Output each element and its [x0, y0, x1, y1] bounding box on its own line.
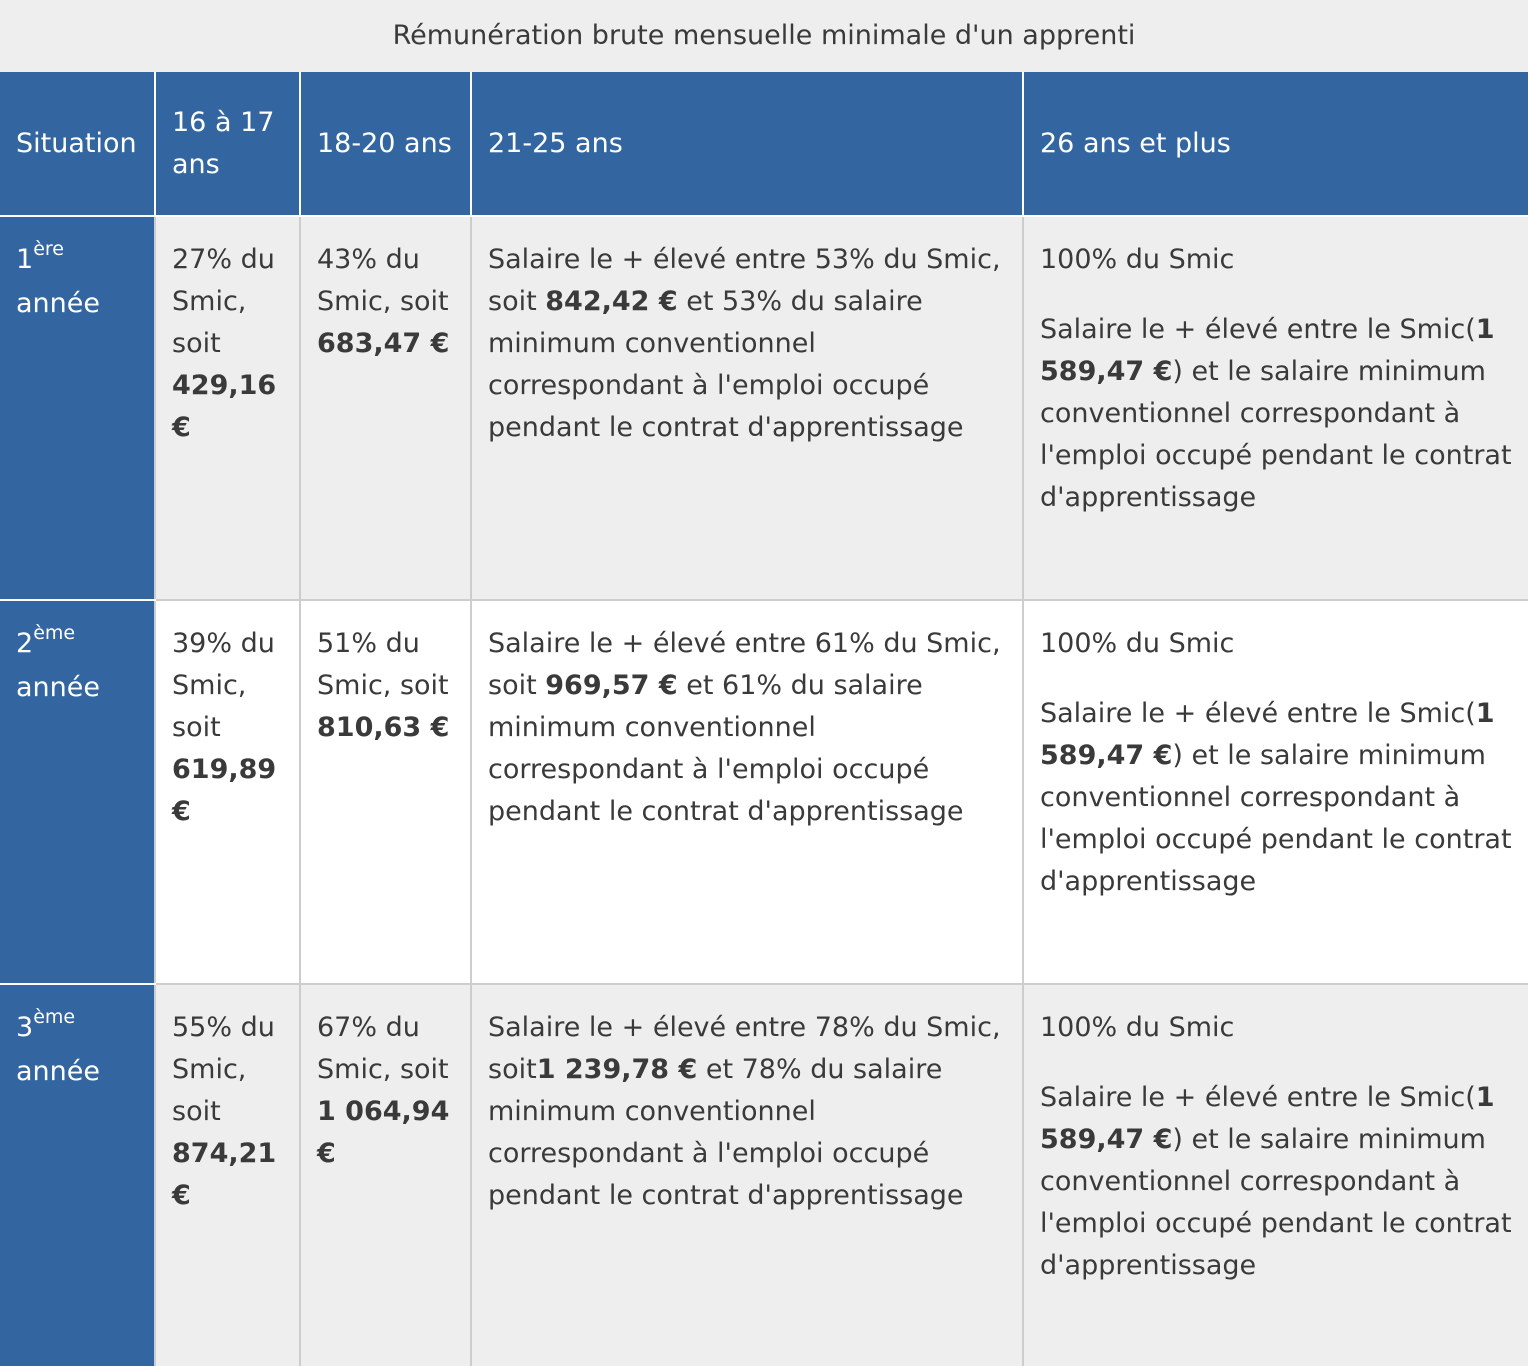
situation-cell: [0, 600, 155, 984]
situation-suffix: ème: [33, 1006, 76, 1028]
rate-line: 100% du Smic: [1040, 628, 1235, 659]
amount-value: 1 239,78 €: [536, 1054, 698, 1085]
situation-suffix: ère: [33, 238, 64, 260]
amount-value: 683,47 €: [317, 328, 450, 359]
amount-value: 969,57 €: [545, 670, 678, 701]
cell-age-16-17: [155, 984, 300, 1366]
rule-paragraph: [488, 239, 1010, 449]
situation-word: année: [16, 1056, 100, 1087]
header-age-26-plus: 26 ans et plus: [1023, 72, 1528, 216]
rule-paragraph: [1040, 309, 1516, 519]
amount-value: 619,89 €: [172, 754, 277, 827]
cell-age-18-20: [300, 984, 471, 1366]
rule-text-end: et 53% du salaire minimum conventionnel correspondant à l'emploi occupé pendant le contrat d'apprentissage: [488, 286, 964, 443]
rule-text-start: Salaire le + élevé entre le Smic(: [1040, 698, 1476, 729]
salary-table: [0, 72, 1528, 1366]
rule-paragraph: [1040, 693, 1516, 903]
amount-value: 810,63 €: [317, 712, 450, 743]
amount-value: 1 589,47 €: [1040, 698, 1495, 771]
amount-value: 874,21 €: [172, 1138, 277, 1211]
situation-cell: [0, 216, 155, 600]
rule-text-start: Salaire le + élevé entre 61% du Smic, soit: [488, 628, 1001, 701]
rule-text-end: et 78% du salaire minimum conventionnel correspondant à l'emploi occupé pendant le contrat d'apprentissage: [488, 1054, 964, 1211]
cell-age-26-plus: [1023, 216, 1528, 600]
rule-text-end: ) et le salaire minimum conventionnel correspondant à l'emploi occupé pendant le contrat d'apprentissage: [1040, 356, 1512, 513]
cell-age-18-20: [300, 600, 471, 984]
situation-number: 2: [16, 628, 34, 659]
amount-value: 429,16 €: [172, 370, 277, 443]
rule-text-start: Salaire le + élevé entre le Smic(: [1040, 1082, 1476, 1113]
table-row-year-2: [0, 600, 1528, 984]
cell-age-26-plus: [1023, 600, 1528, 984]
rate-line: 100% du Smic: [1040, 244, 1235, 275]
amount-value: 842,42 €: [545, 286, 678, 317]
table-row-year-3: [0, 984, 1528, 1366]
table-body: [0, 216, 1528, 1366]
situation-word: année: [16, 288, 100, 319]
situation-number: 1: [16, 244, 34, 275]
cell-age-16-17: [155, 600, 300, 984]
rate-text: 51% du Smic, soit: [317, 628, 449, 701]
table-caption: Rémunération brute mensuelle minimale d'un apprenti: [0, 0, 1528, 72]
situation-number: 3: [16, 1012, 34, 1043]
rule-text-end: et 61% du salaire minimum conventionnel correspondant à l'emploi occupé pendant le contrat d'apprentissage: [488, 670, 964, 827]
rule-paragraph: [1040, 1077, 1516, 1287]
table-row-year-1: [0, 216, 1528, 600]
cell-age-21-25: [471, 600, 1023, 984]
cell-age-21-25: [471, 984, 1023, 1366]
header-row: [0, 72, 1528, 216]
rate-text: 55% du Smic, soit: [172, 1012, 275, 1127]
rate-text: 43% du Smic, soit: [317, 244, 449, 317]
cell-age-18-20: [300, 216, 471, 600]
rate-text: 67% du Smic, soit: [317, 1012, 449, 1085]
situation-suffix: ème: [33, 622, 76, 644]
amount-value: 1 589,47 €: [1040, 1082, 1495, 1155]
header-situation: Situation: [0, 72, 155, 216]
rule-text-end: ) et le salaire minimum conventionnel correspondant à l'emploi occupé pendant le contrat d'apprentissage: [1040, 740, 1512, 897]
situation-cell: [0, 984, 155, 1366]
rule-text-start: Salaire le + élevé entre 53% du Smic, soit: [488, 244, 1001, 317]
rule-text-start: Salaire le + élevé entre 78% du Smic, soit: [488, 1012, 1001, 1085]
cell-age-26-plus: [1023, 984, 1528, 1366]
situation-word: année: [16, 672, 100, 703]
cell-age-16-17: [155, 216, 300, 600]
rule-paragraph: [488, 1007, 1010, 1217]
cell-age-21-25: [471, 216, 1023, 600]
rule-text-end: ) et le salaire minimum conventionnel correspondant à l'emploi occupé pendant le contrat d'apprentissage: [1040, 1124, 1512, 1281]
amount-value: 1 064,94 €: [317, 1096, 450, 1169]
header-age-16-17: 16 à 17 ans: [155, 72, 300, 216]
rule-paragraph: [488, 623, 1010, 833]
table-header: [0, 72, 1528, 216]
header-age-21-25: 21-25 ans: [471, 72, 1023, 216]
header-age-18-20: 18-20 ans: [300, 72, 471, 216]
amount-value: 1 589,47 €: [1040, 314, 1495, 387]
rate-text: 27% du Smic, soit: [172, 244, 275, 359]
rate-line: 100% du Smic: [1040, 1012, 1235, 1043]
rule-text-start: Salaire le + élevé entre le Smic(: [1040, 314, 1476, 345]
rate-text: 39% du Smic, soit: [172, 628, 275, 743]
